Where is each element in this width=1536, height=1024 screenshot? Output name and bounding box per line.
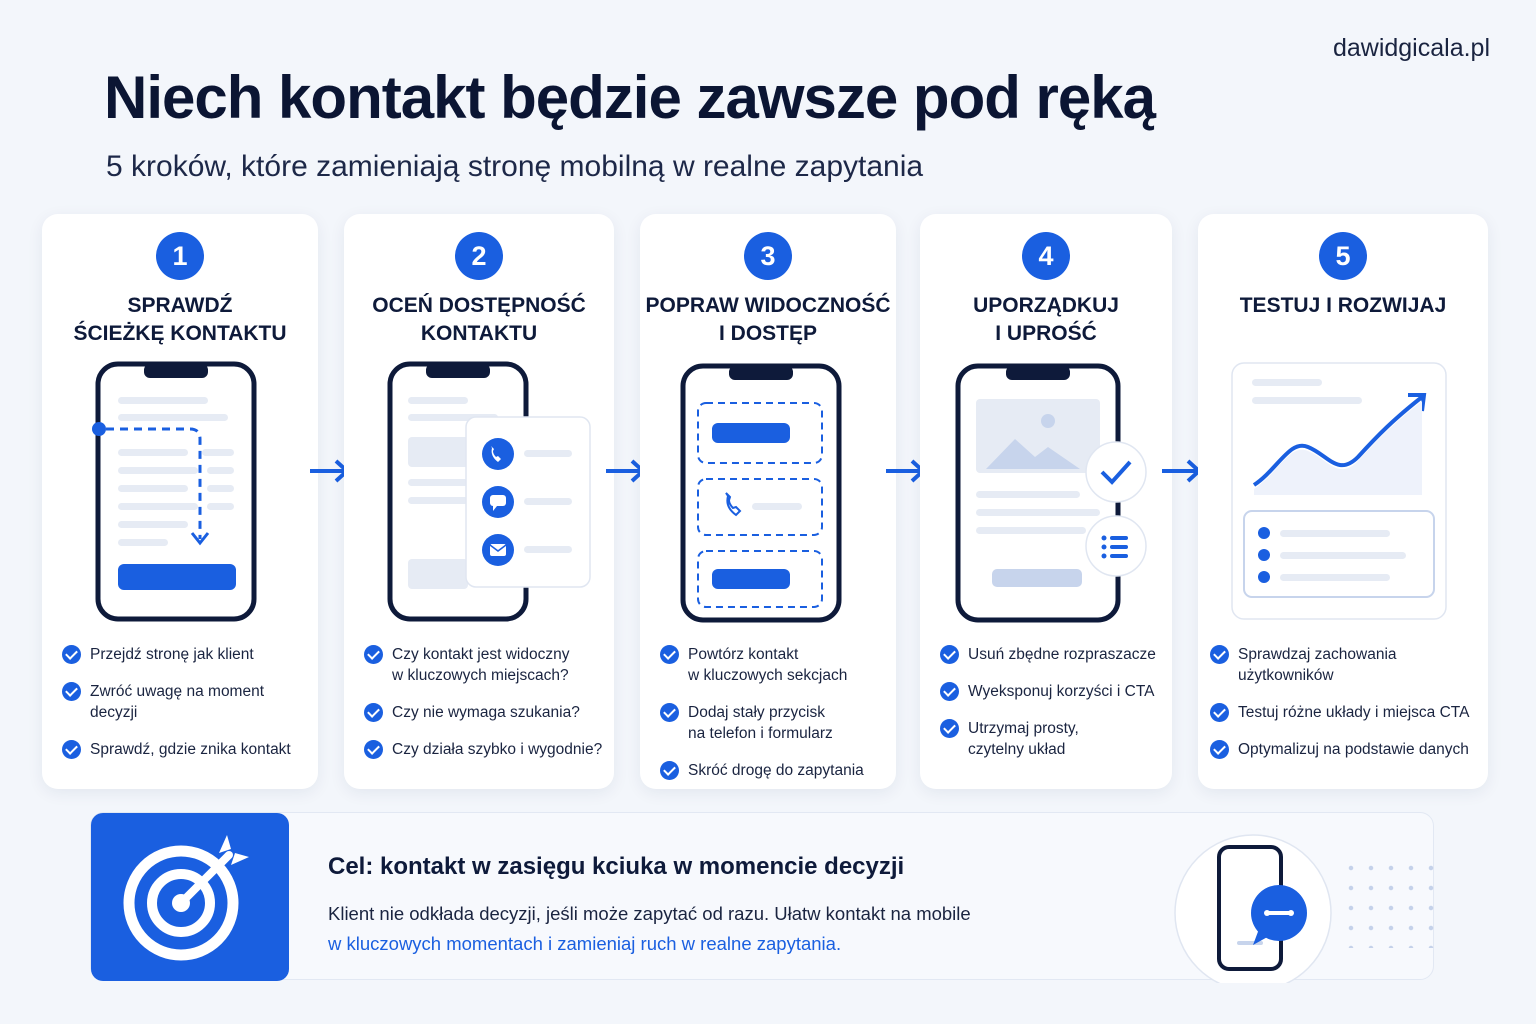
check-icon	[364, 740, 383, 759]
step-title: OCEŃ DOSTĘPNOŚĆ KONTAKTU	[372, 294, 586, 345]
step-card-2	[344, 214, 614, 789]
check-icon	[62, 740, 81, 759]
list-item: Skróć drogę do zapytania	[660, 760, 888, 781]
contact-path-phone-illustration	[42, 359, 318, 629]
step-number: 5	[1319, 232, 1367, 280]
list-item: Sprawdzaj zachowania użytkowników	[1210, 644, 1480, 686]
step-title: POPRAW WIDOCZNOŚĆ I DOSTĘP	[645, 294, 891, 345]
step-number: 4	[1022, 232, 1070, 280]
check-icon	[1210, 645, 1229, 664]
step-checklist	[1210, 644, 1480, 776]
check-icon	[62, 682, 81, 701]
growth-chart-illustration	[1198, 359, 1488, 629]
list-item: Optymalizuj na podstawie danych	[1210, 739, 1480, 760]
simplified-layout-phone-illustration	[920, 359, 1172, 629]
page-subtitle: 5 kroków, które zamieniają stronę mobilną w realne zapytania	[106, 150, 924, 183]
check-icon	[1210, 740, 1229, 759]
list-item: Powtórz kontakt w kluczowych sekcjach	[660, 644, 888, 686]
step-card-4	[920, 214, 1172, 789]
target-icon	[91, 813, 289, 981]
contact-options-phone-illustration	[344, 359, 614, 629]
check-icon	[940, 719, 959, 738]
list-item: Wyeksponuj korzyści i CTA	[940, 681, 1164, 702]
decorative-dots	[1341, 858, 1436, 948]
step-card-1	[42, 214, 318, 789]
list-item: Usuń zbędne rozpraszacze	[940, 644, 1164, 665]
check-icon	[364, 645, 383, 664]
check-icon	[940, 682, 959, 701]
list-item: Testuj różne układy i miejsca CTA	[1210, 702, 1480, 723]
step-number: 2	[455, 232, 503, 280]
site-url: dawidgicala.pl	[1332, 34, 1490, 62]
list-item: Czy działa szybko i wygodnie?	[364, 739, 606, 760]
check-icon	[660, 645, 679, 664]
check-icon	[940, 645, 959, 664]
step-card-5	[1198, 214, 1488, 789]
goal-text: Klient nie odkłada decyzji, jeśli może zapytać od razu. Ułatw kontakt na mobile w kluczowych momentach i zamieniaj ruch w realne zapytania.	[328, 899, 971, 959]
goal-title: Cel: kontakt w zasięgu kciuka w momencie decyzji	[328, 853, 905, 880]
goal-highlight: w kluczowych momentach i zamieniaj ruch w realne zapytania.	[328, 933, 842, 954]
list-item: Zwróć uwagę na moment decyzji	[62, 681, 310, 723]
check-icon	[1210, 703, 1229, 722]
step-card-3	[640, 214, 896, 789]
target-icon-tile	[91, 813, 289, 981]
list-item: Utrzymaj prosty, czytelny układ	[940, 718, 1164, 760]
check-icon	[660, 703, 679, 722]
list-item: Dodaj stały przycisk na telefon i formularz	[660, 702, 888, 744]
step-checklist	[364, 644, 606, 776]
step-number: 1	[156, 232, 204, 280]
step-title: TESTUJ I ROZWIJAJ	[1239, 294, 1447, 317]
list-item: Czy nie wymaga szukania?	[364, 702, 606, 723]
step-number: 3	[744, 232, 792, 280]
step-checklist	[660, 644, 888, 797]
visible-cta-phone-illustration	[640, 359, 896, 629]
list-item: Czy kontakt jest widoczny w kluczowych miejscach?	[364, 644, 606, 686]
step-checklist	[62, 644, 310, 776]
phone-chat-icon	[1173, 833, 1333, 983]
page-title: Niech kontakt będzie zawsze pod ręką	[104, 64, 1156, 131]
list-item: Sprawdź, gdzie znika kontakt	[62, 739, 310, 760]
step-checklist	[940, 644, 1164, 776]
check-icon	[660, 761, 679, 780]
step-title: UPORZĄDKUJ I UPROŚĆ	[973, 294, 1119, 345]
step-title: SPRAWDŹ ŚCIEŻKĘ KONTAKTU	[73, 294, 287, 345]
check-icon	[364, 703, 383, 722]
goal-banner	[90, 812, 1434, 980]
check-icon	[62, 645, 81, 664]
list-item: Przejdź stronę jak klient	[62, 644, 310, 665]
